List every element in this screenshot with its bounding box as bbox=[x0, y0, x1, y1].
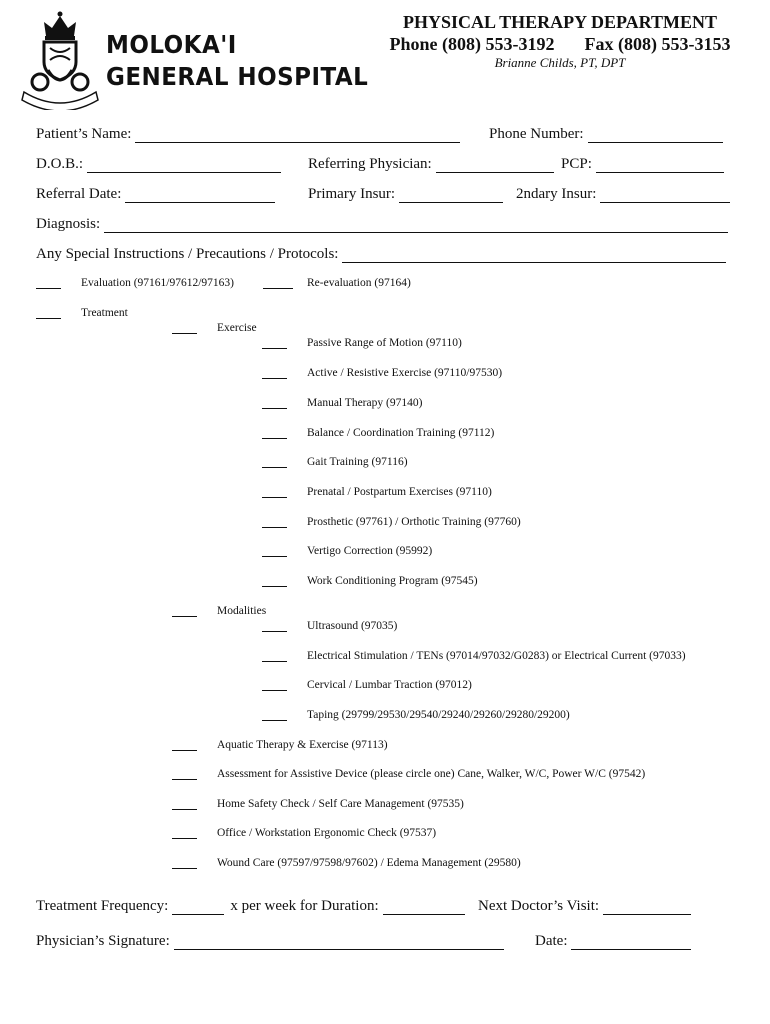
exercise-option bbox=[262, 486, 492, 498]
exercise-option bbox=[262, 427, 494, 439]
date-label: Date: bbox=[535, 933, 568, 949]
exercise-label: Exercise bbox=[217, 322, 257, 334]
exercise-option bbox=[262, 456, 408, 468]
other-option bbox=[172, 857, 521, 869]
phone-number: Phone (808) 553-3192 bbox=[389, 34, 555, 54]
other-option-label: Home Safety Check / Self Care Management (97535) bbox=[217, 798, 464, 810]
secondary-insurance-label: 2ndary Insur: bbox=[516, 186, 597, 202]
special-instructions-field[interactable] bbox=[342, 248, 726, 263]
exercise-option-checkbox[interactable] bbox=[262, 546, 287, 557]
modality-option bbox=[262, 620, 397, 632]
exercise-option-label: Prenatal / Postpartum Exercises (97110) bbox=[307, 486, 492, 498]
reevaluation-checkbox[interactable] bbox=[263, 278, 293, 289]
dob-label: D.O.B.: bbox=[36, 156, 84, 172]
other-option bbox=[172, 739, 388, 751]
exercise-option-checkbox[interactable] bbox=[262, 517, 287, 528]
exercise-item bbox=[172, 322, 257, 334]
exercise-option-label: Passive Range of Motion (97110) bbox=[307, 337, 462, 349]
other-option-checkbox[interactable] bbox=[172, 799, 197, 810]
treatment-frequency-label: Treatment Frequency: bbox=[36, 898, 169, 914]
hospital-logo bbox=[20, 10, 100, 110]
treatment-label: Treatment bbox=[81, 307, 128, 319]
phone-number-label: Phone Number: bbox=[489, 126, 584, 142]
modality-option-checkbox[interactable] bbox=[262, 651, 287, 662]
other-option bbox=[172, 827, 436, 839]
other-option-label: Aquatic Therapy & Exercise (97113) bbox=[217, 739, 388, 751]
modality-option bbox=[262, 679, 472, 691]
exercise-option-checkbox[interactable] bbox=[262, 576, 287, 587]
pcp-row bbox=[561, 156, 724, 173]
primary-insurance-field[interactable] bbox=[399, 188, 503, 203]
phone-number-field[interactable] bbox=[588, 128, 723, 143]
referring-physician-field[interactable] bbox=[436, 158, 554, 173]
exercise-option bbox=[262, 575, 478, 587]
modalities-checkbox[interactable] bbox=[172, 606, 197, 617]
diagnosis-label: Diagnosis: bbox=[36, 216, 101, 232]
exercise-option bbox=[262, 367, 502, 379]
other-option-label: Office / Workstation Ergonomic Check (97537) bbox=[217, 827, 437, 839]
exercise-option-label: Active / Resistive Exercise (97110/97530) bbox=[307, 367, 503, 379]
diagnosis-row bbox=[36, 216, 728, 233]
secondary-insurance-field[interactable] bbox=[600, 188, 730, 203]
primary-insurance-row bbox=[308, 186, 503, 203]
exercise-option-checkbox[interactable] bbox=[262, 368, 287, 379]
exercise-option-checkbox[interactable] bbox=[262, 398, 287, 409]
exercise-option bbox=[262, 545, 432, 557]
reevaluation-label: Re-evaluation (97164) bbox=[307, 277, 411, 289]
other-option-label: Wound Care (97597/97598/97602) / Edema Management (29580) bbox=[217, 857, 521, 869]
exercise-option-label: Gait Training (97116) bbox=[307, 456, 408, 468]
referral-date-label: Referral Date: bbox=[36, 186, 122, 202]
reevaluation-item bbox=[263, 277, 411, 289]
modality-option-label: Taping (29799/29530/29540/29240/29260/29280/29200) bbox=[307, 709, 570, 721]
signature-label: Physician’s Signature: bbox=[36, 933, 170, 949]
other-option-checkbox[interactable] bbox=[172, 769, 197, 780]
primary-insurance-label: Primary Insur: bbox=[308, 186, 396, 202]
special-instructions-row bbox=[36, 246, 726, 263]
modality-option-label: Cervical / Lumbar Traction (97012) bbox=[307, 679, 472, 691]
next-visit-field[interactable] bbox=[603, 900, 691, 915]
modality-option-checkbox[interactable] bbox=[262, 621, 287, 632]
hospital-name-line2: GENERAL HOSPITAL bbox=[106, 62, 369, 91]
treatment-frequency-row bbox=[36, 898, 465, 915]
dob-row bbox=[36, 156, 281, 173]
exercise-option bbox=[262, 397, 422, 409]
patient-name-field[interactable] bbox=[135, 128, 460, 143]
patient-name-row bbox=[36, 126, 460, 143]
therapist-name: Brianne Childs, PT, DPT bbox=[494, 55, 626, 70]
special-instructions-label: Any Special Instructions / Precautions / Protocols: bbox=[36, 246, 339, 262]
treatment-checkbox[interactable] bbox=[36, 308, 61, 319]
modalities-item bbox=[172, 605, 266, 617]
exercise-option-label: Balance / Coordination Training (97112) bbox=[307, 427, 495, 439]
exercise-option bbox=[262, 337, 462, 349]
duration-field[interactable] bbox=[383, 900, 465, 915]
treatment-frequency-field[interactable] bbox=[172, 900, 224, 915]
date-row bbox=[535, 933, 691, 950]
evaluation-checkbox[interactable] bbox=[36, 278, 61, 289]
patient-name-label: Patient’s Name: bbox=[36, 126, 132, 142]
next-visit-label: Next Doctor’s Visit: bbox=[478, 898, 600, 914]
dob-field[interactable] bbox=[87, 158, 281, 173]
modality-option-checkbox[interactable] bbox=[262, 680, 287, 691]
modality-option-label: Ultrasound (97035) bbox=[307, 620, 398, 632]
hospital-name-line1: MOLOKA'I bbox=[106, 30, 237, 59]
modality-option-checkbox[interactable] bbox=[262, 710, 287, 721]
other-option bbox=[172, 768, 645, 780]
pcp-label: PCP: bbox=[561, 156, 592, 172]
exercise-option bbox=[262, 516, 521, 528]
department-phones bbox=[360, 34, 760, 55]
date-field[interactable] bbox=[571, 935, 691, 950]
other-option-checkbox[interactable] bbox=[172, 740, 197, 751]
evaluation-label: Evaluation (97161/97612/97163) bbox=[81, 277, 234, 289]
department-title: PHYSICAL THERAPY DEPARTMENT bbox=[402, 12, 718, 32]
signature-field[interactable] bbox=[174, 935, 504, 950]
secondary-insurance-row bbox=[516, 186, 730, 203]
diagnosis-field[interactable] bbox=[104, 218, 728, 233]
referring-physician-label: Referring Physician: bbox=[308, 156, 432, 172]
exercise-option-checkbox[interactable] bbox=[262, 487, 287, 498]
referral-date-field[interactable] bbox=[125, 188, 275, 203]
treatment-item bbox=[36, 307, 128, 319]
phone-number-row bbox=[489, 126, 723, 143]
referral-date-row bbox=[36, 186, 275, 203]
other-option bbox=[172, 798, 464, 810]
modality-option-label: Electrical Stimulation / TENs (97014/97032/G0283) or Electrical Current (97033) bbox=[307, 650, 686, 662]
next-visit-row bbox=[478, 898, 691, 915]
exercise-option-label: Vertigo Correction (95992) bbox=[307, 545, 433, 557]
exercise-option-checkbox[interactable] bbox=[262, 457, 287, 468]
modality-option bbox=[262, 709, 570, 721]
exercise-option-checkbox[interactable] bbox=[262, 428, 287, 439]
fax-number: Fax (808) 553-3153 bbox=[584, 34, 731, 54]
referring-physician-row bbox=[308, 156, 554, 173]
other-option-checkbox[interactable] bbox=[172, 858, 197, 869]
evaluation-item bbox=[36, 277, 234, 289]
other-option-checkbox[interactable] bbox=[172, 828, 197, 839]
pcp-field[interactable] bbox=[596, 158, 724, 173]
modalities-label: Modalities bbox=[217, 605, 267, 617]
modality-option bbox=[262, 650, 686, 662]
exercise-option-label: Prosthetic (97761) / Orthotic Training (97760) bbox=[307, 516, 521, 528]
exercise-option-label: Manual Therapy (97140) bbox=[307, 397, 423, 409]
signature-row bbox=[36, 933, 504, 950]
per-week-label: x per week for Duration: bbox=[230, 898, 379, 914]
exercise-option-checkbox[interactable] bbox=[262, 338, 287, 349]
exercise-checkbox[interactable] bbox=[172, 323, 197, 334]
exercise-option-label: Work Conditioning Program (97545) bbox=[307, 575, 478, 587]
other-option-label: Assessment for Assistive Device (please circle one) Cane, Walker, W/C, Power W/C (97542) bbox=[217, 768, 646, 780]
